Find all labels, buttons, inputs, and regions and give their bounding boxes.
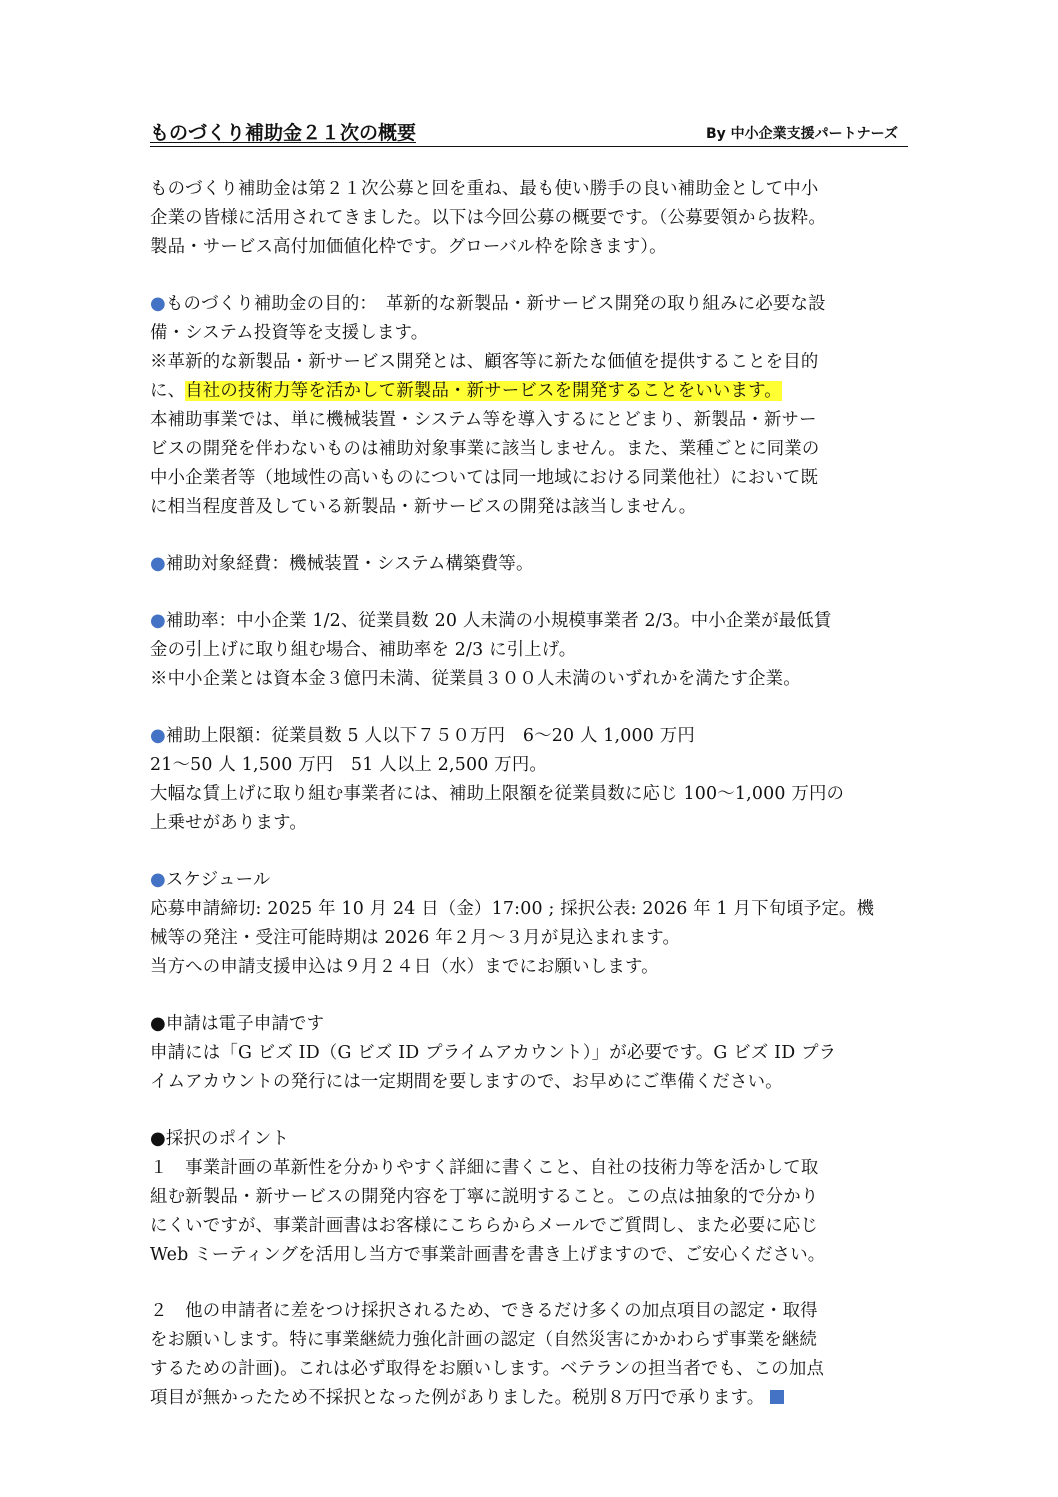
point1-line: １ 事業計画の革新性を分かりやすく詳細に書くこと、自社の技術力等を活かして取 (150, 1158, 819, 1178)
purpose-detail-line: ビスの開発を伴わないものは補助対象事業に該当しません。また、業種ごとに同業の (150, 439, 820, 459)
schedule-line: 応募申請締切: 2025 年 10 月 24 日（金）17:00 ; 採択公表: 2026 年 1 月下旬頃予定。機 (150, 899, 875, 919)
point1-line: Web ミーティングを活用し当方で事業計画書を書き上げますので、ご安心ください。 (150, 1245, 826, 1265)
purpose-detail-line: 本補助事業では、単に機械装置・システム等を導入するにとどまり、新製品・新サー (150, 410, 817, 430)
blue-bullet-icon: ● (150, 553, 166, 574)
limit-line: 上乗せがあります。 (150, 813, 307, 833)
intro-paragraph (150, 175, 908, 262)
blue-bullet-icon: ● (150, 725, 166, 746)
points-heading: 採択のポイント (165, 1129, 290, 1149)
blue-bullet-icon: ● (150, 293, 166, 314)
purpose-note-prefix: に、 (150, 381, 186, 401)
intro-line: ものづくり補助金は第２１次公募と回を重ね、最も使い勝手の良い補助金として中小 (150, 179, 819, 199)
expenses-text: 補助対象経費：機械装置・システム構築費等。 (165, 554, 534, 574)
document-title: ものづくり補助金２１次の概要 (150, 122, 417, 144)
electronic-section (150, 1009, 908, 1097)
schedule-line: 械等の発注・受注可能時期は 2026 年２月～３月が見込まれます。 (150, 928, 681, 948)
rate-line: 補助率：中小企業 1/2、従業員数 20 人未満の小規模事業者 2/3。中小企業が最低賃 (165, 611, 832, 631)
electronic-line: イムアカウントの発行には一定期間を要しますので、お早めにご準備ください。 (150, 1072, 783, 1092)
purpose-section (150, 289, 908, 522)
limit-line: 21～50 人 1,500 万円 51 人以上 2,500 万円。 (150, 755, 548, 775)
black-bullet-icon: ● (150, 1128, 166, 1149)
schedule-section (150, 865, 908, 982)
intro-line: 製品・サービス高付加価値化枠です。グローバル枠を除きます）。 (150, 237, 667, 257)
purpose-detail-line: 中小企業者等（地域性の高いものについては同一地域における同業他社）において既 (150, 468, 819, 488)
limit-line: 補助上限額：従業員数 5 人以下７５０万円 6～20 人 1,000 万円 (165, 726, 695, 746)
electronic-heading: 申請は電子申請です (165, 1014, 325, 1034)
document-byline: By 中小企業支援パートナーズ (706, 126, 898, 142)
end-square-icon (770, 1390, 784, 1404)
schedule-heading: スケジュール (165, 870, 271, 890)
blue-bullet-icon: ● (150, 869, 166, 890)
electronic-line: 申請には「G ビズ ID（G ビズ ID プライムアカウント）」が必要です。G ビズ ID プラ (150, 1043, 837, 1063)
document-header (150, 116, 908, 147)
rate-note-line: ※中小企業とは資本金３億円未満、従業員３００人未満のいずれかを満たす企業。 (150, 669, 801, 689)
point2-line: するための計画)。これは必ず取得をお願いします。ベテランの担当者でも、この加点 (150, 1359, 825, 1379)
rate-line: 金の引上げに取り組む場合、補助率を 2/3 に引上げ。 (150, 640, 577, 660)
point2-line: ２ 他の申請者に差をつけ採択されるため、できるだけ多くの加点項目の認定・取得 (150, 1301, 818, 1321)
expenses-section (150, 549, 908, 579)
rate-section (150, 606, 908, 694)
highlighted-text: 自社の技術力等を活かして新製品・新サービスを開発することをいいます。 (185, 381, 782, 401)
purpose-line: ものづくり補助金の目的： 革新的な新製品・新サービス開発の取り組みに必要な設 (165, 294, 826, 314)
blue-bullet-icon: ● (150, 610, 166, 631)
document-body (150, 175, 908, 1413)
point2-line: をお願いします。特に事業継続力強化計画の認定（自然災害にかかわらず事業を継続 (150, 1330, 818, 1350)
limit-line: 大幅な賃上げに取り組む事業者には、補助上限額を従業員数に応じ 100～1,000 万円の (150, 784, 845, 804)
purpose-detail-line: に相当程度普及している新製品・新サービスの開発は該当しません。 (150, 497, 697, 517)
point1-line: 組む新製品・新サービスの開発内容を丁寧に説明すること。この点は抽象的で分かり (150, 1187, 819, 1207)
limit-section (150, 721, 908, 838)
document-page (150, 116, 908, 1413)
point1-line: にくいですが、事業計画書はお客様にこちらからメールでご質問し、また必要に応じ (150, 1216, 819, 1236)
black-bullet-icon: ● (150, 1013, 166, 1034)
schedule-line: 当方への申請支援申込は９月２４日（水）までにお願いします。 (150, 957, 659, 977)
purpose-line: 備・システム投資等を支援します。 (150, 323, 429, 343)
intro-line: 企業の皆様に活用されてきました。以下は今回公募の概要です。（公募要領から抜粋。 (150, 208, 826, 228)
purpose-note-line: ※革新的な新製品・新サービス開発とは、顧客等に新たな価値を提供することを目的 (150, 352, 819, 372)
point2-line: 項目が無かったため不採択となった例がありました。税別８万円で承ります。 (150, 1388, 765, 1408)
points-section (150, 1124, 908, 1413)
